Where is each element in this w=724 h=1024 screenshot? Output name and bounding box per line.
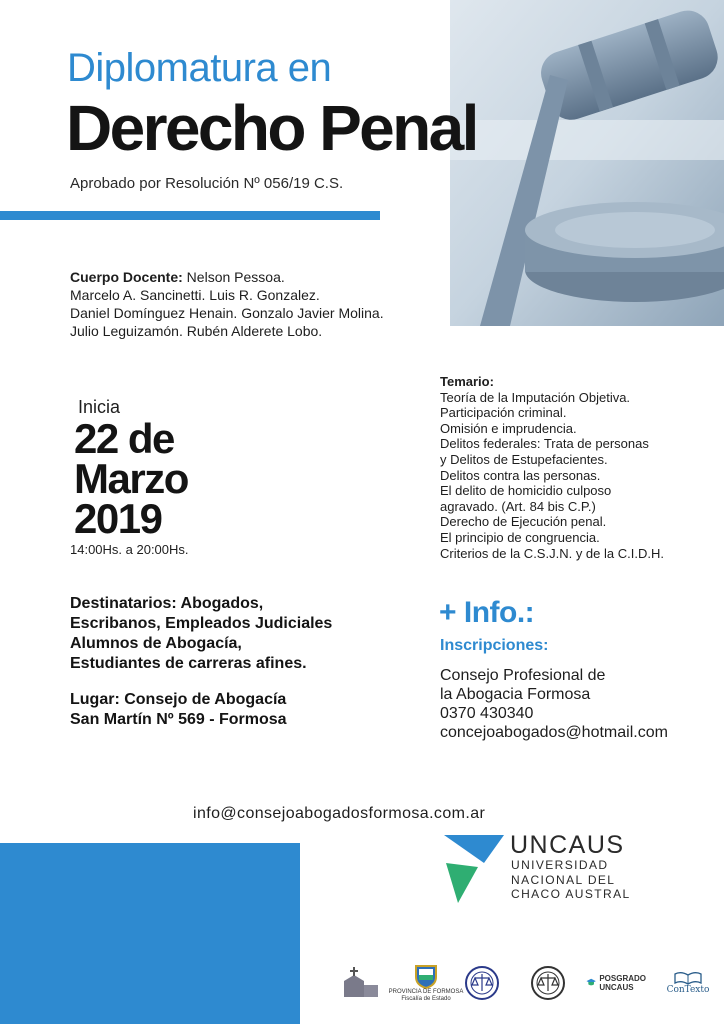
- venue-line1: Lugar: Consejo de Abogacía: [70, 691, 287, 708]
- syllabus-item: El principio de congruencia.: [440, 529, 600, 545]
- faculty-line4: Julio Leguizamón. Rubén Alderete Lobo.: [70, 323, 323, 339]
- start-month: Marzo: [74, 455, 188, 502]
- syllabus-heading: Temario:: [440, 374, 494, 389]
- contexto-name: ConTexto: [666, 985, 710, 995]
- audience-line2: Escribanos, Empleados Judiciales: [70, 615, 333, 632]
- syllabus-item: Delitos contra las personas.: [440, 467, 601, 483]
- contact-email: concejoabogados@hotmail.com: [440, 724, 668, 741]
- seal-logo-2-icon: [528, 960, 568, 1006]
- syllabus-block: [440, 374, 720, 561]
- provincia-line1: PROVINCIA DE FORMOSA: [388, 989, 464, 995]
- faculty-line2: Marcelo A. Sancinetti. Luis R. Gonzalez.: [70, 287, 320, 303]
- contact-phone: 0370 430340: [440, 705, 534, 722]
- registration-heading: Inscripciones:: [440, 637, 549, 654]
- info-heading: + Info.:: [439, 596, 535, 629]
- accent-box: [0, 843, 300, 1024]
- syllabus-item: agravado. (Art. 84 bis C.P.): [440, 498, 596, 514]
- approval-text: Aprobado por Resolución Nº 056/19 C.S.: [70, 175, 344, 192]
- start-year: 2019: [74, 495, 162, 542]
- graduation-cap-icon: [586, 972, 596, 994]
- contact-org-line1: Consejo Profesional de: [440, 667, 606, 684]
- syllabus-item: Criterios de la C.S.J.N. y de la C.I.D.H.: [440, 545, 664, 561]
- start-hours: 14:00Hs. a 20:00Hs.: [70, 542, 189, 557]
- audience-line3: Alumnos de Abogacía,: [70, 635, 242, 652]
- syllabus-item: El delito de homicidio culposo: [440, 483, 612, 499]
- uncaus-line1: UNIVERSIDAD: [511, 858, 609, 872]
- contexto-logo: [660, 960, 716, 1006]
- syllabus-item: Omisión e imprudencia.: [440, 420, 577, 436]
- syllabus-item: Derecho de Ejecución penal.: [440, 514, 607, 530]
- contact-org-line2: la Abogacia Formosa: [440, 686, 591, 703]
- accent-bar: [0, 211, 380, 220]
- hero-gavel-image: [450, 0, 724, 326]
- posgrado-uncaus-logo: [586, 960, 646, 1006]
- start-date: [74, 415, 274, 542]
- venue-block: [70, 690, 390, 730]
- book-icon: [673, 971, 703, 985]
- provincia-shield-icon: [413, 963, 439, 989]
- audience-block: [70, 594, 390, 674]
- faculty-line3: Daniel Domínguez Henain. Gonzalo Javier Molina.: [70, 305, 384, 321]
- start-label: Inicia: [78, 397, 121, 417]
- provincia-formosa-logo: [388, 960, 464, 1006]
- start-day: 22 de: [74, 415, 174, 462]
- posgrado-line2: UNCAUS: [599, 983, 634, 992]
- uncaus-line3: CHACO AUSTRAL: [511, 887, 631, 901]
- uncaus-line2: NACIONAL DEL: [511, 872, 616, 887]
- posgrado-line1: POSGRADO: [599, 974, 646, 983]
- faculty-label: Cuerpo Docente:: [70, 269, 183, 285]
- uncaus-logo-icon: [444, 833, 508, 905]
- uncaus-subtitle: [511, 858, 711, 902]
- syllabus-item: y Delitos de Estupefacientes.: [440, 451, 608, 467]
- church-logo-icon: [338, 960, 382, 1006]
- seal-logo-1-icon: [462, 960, 502, 1006]
- faculty-block: [70, 268, 450, 340]
- venue-line2: San Martín Nº 569 - Formosa: [70, 711, 287, 728]
- audience-line4: Estudiantes de carreras afines.: [70, 655, 307, 672]
- faculty-line1: Nelson Pessoa.: [182, 269, 285, 285]
- page-title: Derecho Penal: [66, 92, 477, 164]
- contact-block: [440, 666, 720, 742]
- syllabus-item: Delitos federales: Trata de personas: [440, 436, 649, 452]
- syllabus-item: Teoría de la Imputación Objetiva.: [440, 389, 631, 405]
- title-line1: Diplomatura en: [67, 46, 332, 90]
- uncaus-name: UNCAUS: [510, 831, 625, 859]
- audience-line1: Destinatarios: Abogados,: [70, 595, 264, 612]
- footer-email: info@consejoabogadosformosa.com.ar: [193, 805, 486, 822]
- sponsor-logos: [338, 960, 718, 1010]
- syllabus-item: Participación criminal.: [440, 405, 567, 421]
- provincia-line2: Fiscalía de Estado: [401, 996, 451, 1002]
